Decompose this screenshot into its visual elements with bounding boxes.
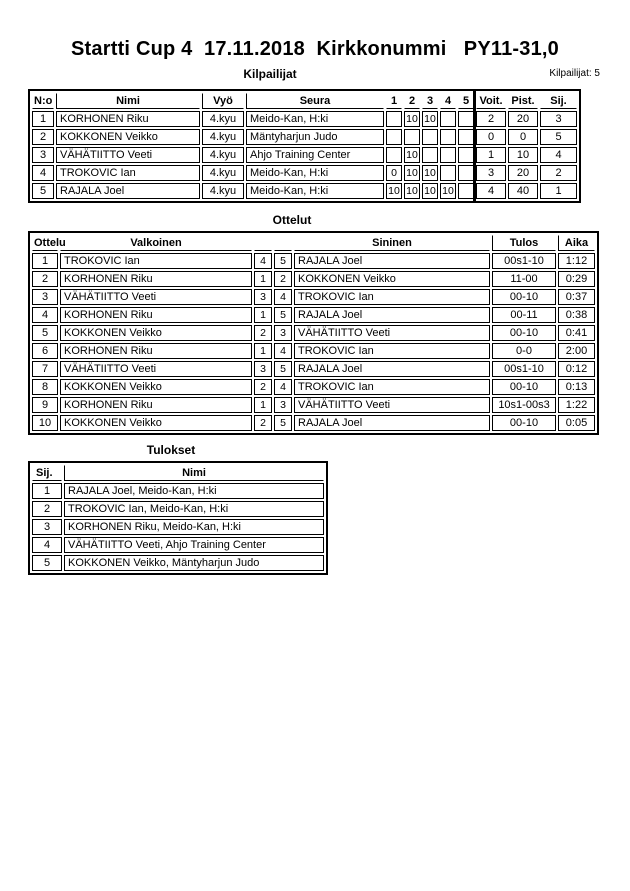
cell-white-player: VÄHÄTIITTO Veeti — [60, 361, 252, 377]
cell-no: 2 — [32, 129, 54, 145]
cell-match-4 — [440, 129, 456, 145]
competitor-row — [32, 129, 577, 145]
cell-points: 20 — [508, 111, 538, 127]
cell-no: 4 — [32, 165, 54, 181]
cell-white-player: KORHONEN Riku — [60, 343, 252, 359]
cell-name-club: KOKKONEN Veikko, Mäntyharjun Judo — [64, 555, 324, 571]
match-row — [32, 361, 595, 377]
page-title: Startti Cup 4 17.11.2018 Kirkkonummi PY11-31,0 — [71, 38, 559, 60]
cell-match-4: 10 — [440, 183, 456, 199]
cell-white-no: 1 — [254, 307, 272, 323]
cell-white-player: KOKKONEN Veikko — [60, 325, 252, 341]
cell-match-1: 10 — [386, 183, 402, 199]
matches-table — [28, 231, 599, 435]
cell-belt: 4.kyu — [202, 165, 244, 181]
cell-blue-no: 5 — [274, 415, 292, 431]
cell-name-club: VÄHÄTIITTO Veeti, Ahjo Training Center — [64, 537, 324, 553]
cell-wins: 3 — [476, 165, 506, 181]
cell-match-4 — [440, 147, 456, 163]
cell-match-2: 10 — [404, 147, 420, 163]
cell-belt: 4.kyu — [202, 129, 244, 145]
cell-place: 2 — [32, 501, 62, 517]
cell-result: 00-11 — [492, 307, 556, 323]
header-blue-no — [274, 235, 292, 251]
cell-white-player: KORHONEN Riku — [60, 307, 252, 323]
cell-result: 10s1-00s3 — [492, 397, 556, 413]
cell-result: 00-10 — [492, 415, 556, 431]
cell-blue-player: TROKOVIC Ian — [294, 289, 490, 305]
cell-time: 0:38 — [558, 307, 595, 323]
cell-blue-player: RAJALA Joel — [294, 307, 490, 323]
cell-belt: 4.kyu — [202, 111, 244, 127]
cell-place: 5 — [540, 129, 577, 145]
match-row — [32, 343, 595, 359]
cell-name: KOKKONEN Veikko — [56, 129, 200, 145]
cell-white-no: 3 — [254, 289, 272, 305]
cell-blue-player: TROKOVIC Ian — [294, 379, 490, 395]
cell-name-club: KORHONEN Riku, Meido-Kan, H:ki — [64, 519, 324, 535]
cell-time: 0:05 — [558, 415, 595, 431]
cell-time: 1:22 — [558, 397, 595, 413]
cell-match-no: 2 — [32, 271, 58, 287]
cell-result: 11-00 — [492, 271, 556, 287]
competitor-row — [32, 147, 577, 163]
cell-blue-no: 4 — [274, 343, 292, 359]
cell-belt: 4.kyu — [202, 183, 244, 199]
cell-blue-no: 3 — [274, 397, 292, 413]
cell-wins: 2 — [476, 111, 506, 127]
cell-white-no: 2 — [254, 415, 272, 431]
matches-section-title: Ottelut — [272, 213, 312, 227]
cell-white-player: VÄHÄTIITTO Veeti — [60, 289, 252, 305]
header-name: Nimi — [64, 465, 324, 481]
cell-result: 00-10 — [492, 379, 556, 395]
competitors-table — [28, 89, 581, 203]
cell-blue-no: 2 — [274, 271, 292, 287]
cell-time: 2:00 — [558, 343, 595, 359]
cell-match-no: 6 — [32, 343, 58, 359]
cell-result: 00s1-10 — [492, 253, 556, 269]
header-match-no: Ottelu — [34, 237, 66, 249]
cell-blue-player: RAJALA Joel — [294, 361, 490, 377]
cell-blue-no: 4 — [274, 289, 292, 305]
cell-place: 3 — [32, 519, 62, 535]
cell-match-3 — [422, 147, 438, 163]
cell-blue-player: RAJALA Joel — [294, 253, 490, 269]
cell-match-3: 10 — [422, 165, 438, 181]
cell-white-player: TROKOVIC Ian — [60, 253, 252, 269]
header-match-2: 2 — [404, 93, 420, 109]
cell-blue-no: 3 — [274, 325, 292, 341]
cell-blue-player: VÄHÄTIITTO Veeti — [294, 397, 490, 413]
results-table — [28, 461, 328, 575]
cell-time: 0:37 — [558, 289, 595, 305]
header-place: Sij. — [32, 465, 62, 481]
cell-blue-no: 4 — [274, 379, 292, 395]
match-row — [32, 379, 595, 395]
header-name: Nimi — [56, 93, 200, 109]
cell-place: 2 — [540, 165, 577, 181]
result-row — [32, 519, 324, 535]
cell-points: 20 — [508, 165, 538, 181]
cell-club: Meido-Kan, H:ki — [246, 165, 384, 181]
cell-result: 00-10 — [492, 325, 556, 341]
cell-blue-player: TROKOVIC Ian — [294, 343, 490, 359]
cell-blue-player: KOKKONEN Veikko — [294, 271, 490, 287]
cell-match-4 — [440, 111, 456, 127]
match-row — [32, 397, 595, 413]
cell-white-player: KOKKONEN Veikko — [60, 379, 252, 395]
match-row — [32, 253, 595, 269]
cell-match-5 — [458, 165, 474, 181]
result-row — [32, 537, 324, 553]
cell-points: 10 — [508, 147, 538, 163]
result-row — [32, 483, 324, 499]
cell-white-no: 2 — [254, 325, 272, 341]
cell-white-no: 1 — [254, 271, 272, 287]
cell-white-no: 1 — [254, 397, 272, 413]
header-wins: Voit. — [476, 93, 506, 109]
cell-white-no: 3 — [254, 361, 272, 377]
match-row — [32, 325, 595, 341]
cell-name: RAJALA Joel — [56, 183, 200, 199]
cell-belt: 4.kyu — [202, 147, 244, 163]
cell-name-club: RAJALA Joel, Meido-Kan, H:ki — [64, 483, 324, 499]
cell-time: 0:29 — [558, 271, 595, 287]
competitors-section-title: Kilpailijat — [243, 67, 297, 81]
results-section-title: Tulokset — [146, 443, 196, 457]
result-row — [32, 555, 324, 571]
cell-match-no: 8 — [32, 379, 58, 395]
cell-place: 5 — [32, 555, 62, 571]
cell-match-no: 4 — [32, 307, 58, 323]
cell-wins: 1 — [476, 147, 506, 163]
competitor-row — [32, 111, 577, 127]
cell-match-2: 10 — [404, 165, 420, 181]
cell-name-club: TROKOVIC Ian, Meido-Kan, H:ki — [64, 501, 324, 517]
cell-club: Mäntyharjun Judo — [246, 129, 384, 145]
cell-time: 0:13 — [558, 379, 595, 395]
cell-wins: 4 — [476, 183, 506, 199]
match-row — [32, 289, 595, 305]
cell-no: 3 — [32, 147, 54, 163]
cell-club: Ahjo Training Center — [246, 147, 384, 163]
header-place: Sij. — [540, 93, 577, 109]
header-points: Pist. — [508, 93, 538, 109]
header-match-1: 1 — [386, 93, 402, 109]
match-row — [32, 307, 595, 323]
header-result: Tulos — [492, 235, 556, 251]
cell-blue-no: 5 — [274, 361, 292, 377]
competitor-row — [32, 183, 577, 199]
cell-points: 40 — [508, 183, 538, 199]
cell-club: Meido-Kan, H:ki — [246, 111, 384, 127]
cell-place: 4 — [540, 147, 577, 163]
cell-no: 5 — [32, 183, 54, 199]
cell-white-player: KORHONEN Riku — [60, 397, 252, 413]
cell-blue-no: 5 — [274, 253, 292, 269]
cell-blue-player: VÄHÄTIITTO Veeti — [294, 325, 490, 341]
cell-white-no: 2 — [254, 379, 272, 395]
cell-result: 0-0 — [492, 343, 556, 359]
group-separator-line — [473, 89, 476, 203]
cell-match-3: 10 — [422, 111, 438, 127]
header-white-no — [254, 235, 272, 251]
cell-white-player: KORHONEN Riku — [60, 271, 252, 287]
cell-time: 0:41 — [558, 325, 595, 341]
cell-points: 0 — [508, 129, 538, 145]
cell-match-3: 10 — [422, 183, 438, 199]
cell-match-2 — [404, 129, 420, 145]
cell-result: 00s1-10 — [492, 361, 556, 377]
header-blue: Sininen — [294, 235, 490, 251]
cell-match-1 — [386, 111, 402, 127]
cell-club: Meido-Kan, H:ki — [246, 183, 384, 199]
result-row — [32, 501, 324, 517]
cell-time: 1:12 — [558, 253, 595, 269]
competitors-header-row — [32, 93, 577, 109]
cell-match-2: 10 — [404, 183, 420, 199]
cell-match-no: 7 — [32, 361, 58, 377]
cell-result: 00-10 — [492, 289, 556, 305]
cell-match-no: 5 — [32, 325, 58, 341]
cell-time: 0:12 — [558, 361, 595, 377]
cell-name: KORHONEN Riku — [56, 111, 200, 127]
cell-match-1: 0 — [386, 165, 402, 181]
cell-match-5 — [458, 183, 474, 199]
results-header-row — [32, 465, 324, 481]
header-time: Aika — [558, 235, 595, 251]
cell-match-5 — [458, 111, 474, 127]
cell-match-no: 1 — [32, 253, 58, 269]
cell-place: 4 — [32, 537, 62, 553]
cell-place: 1 — [32, 483, 62, 499]
competitor-count: Kilpailijat: 5 — [549, 68, 600, 79]
cell-match-1 — [386, 147, 402, 163]
cell-match-4 — [440, 165, 456, 181]
cell-match-1 — [386, 129, 402, 145]
match-row — [32, 271, 595, 287]
header-match-5: 5 — [458, 93, 474, 109]
cell-wins: 0 — [476, 129, 506, 145]
header-no: N:o — [34, 95, 53, 107]
cell-white-player: KOKKONEN Veikko — [60, 415, 252, 431]
match-row — [32, 415, 595, 431]
header-club: Seura — [246, 93, 384, 109]
header-match-4: 4 — [440, 93, 456, 109]
cell-place: 3 — [540, 111, 577, 127]
header-belt: Vyö — [202, 93, 244, 109]
cell-match-no: 10 — [32, 415, 58, 431]
cell-no: 1 — [32, 111, 54, 127]
cell-white-no: 1 — [254, 343, 272, 359]
cell-match-3 — [422, 129, 438, 145]
cell-blue-no: 5 — [274, 307, 292, 323]
cell-match-5 — [458, 129, 474, 145]
header-white: Valkoinen — [60, 235, 252, 251]
matches-header-row — [32, 235, 595, 251]
cell-match-5 — [458, 147, 474, 163]
cell-match-no: 3 — [32, 289, 58, 305]
cell-white-no: 4 — [254, 253, 272, 269]
cell-match-2: 10 — [404, 111, 420, 127]
cell-name: VÄHÄTIITTO Veeti — [56, 147, 200, 163]
cell-place: 1 — [540, 183, 577, 199]
cell-name: TROKOVIC Ian — [56, 165, 200, 181]
cell-match-no: 9 — [32, 397, 58, 413]
cell-blue-player: RAJALA Joel — [294, 415, 490, 431]
competitor-row — [32, 165, 577, 181]
header-match-3: 3 — [422, 93, 438, 109]
